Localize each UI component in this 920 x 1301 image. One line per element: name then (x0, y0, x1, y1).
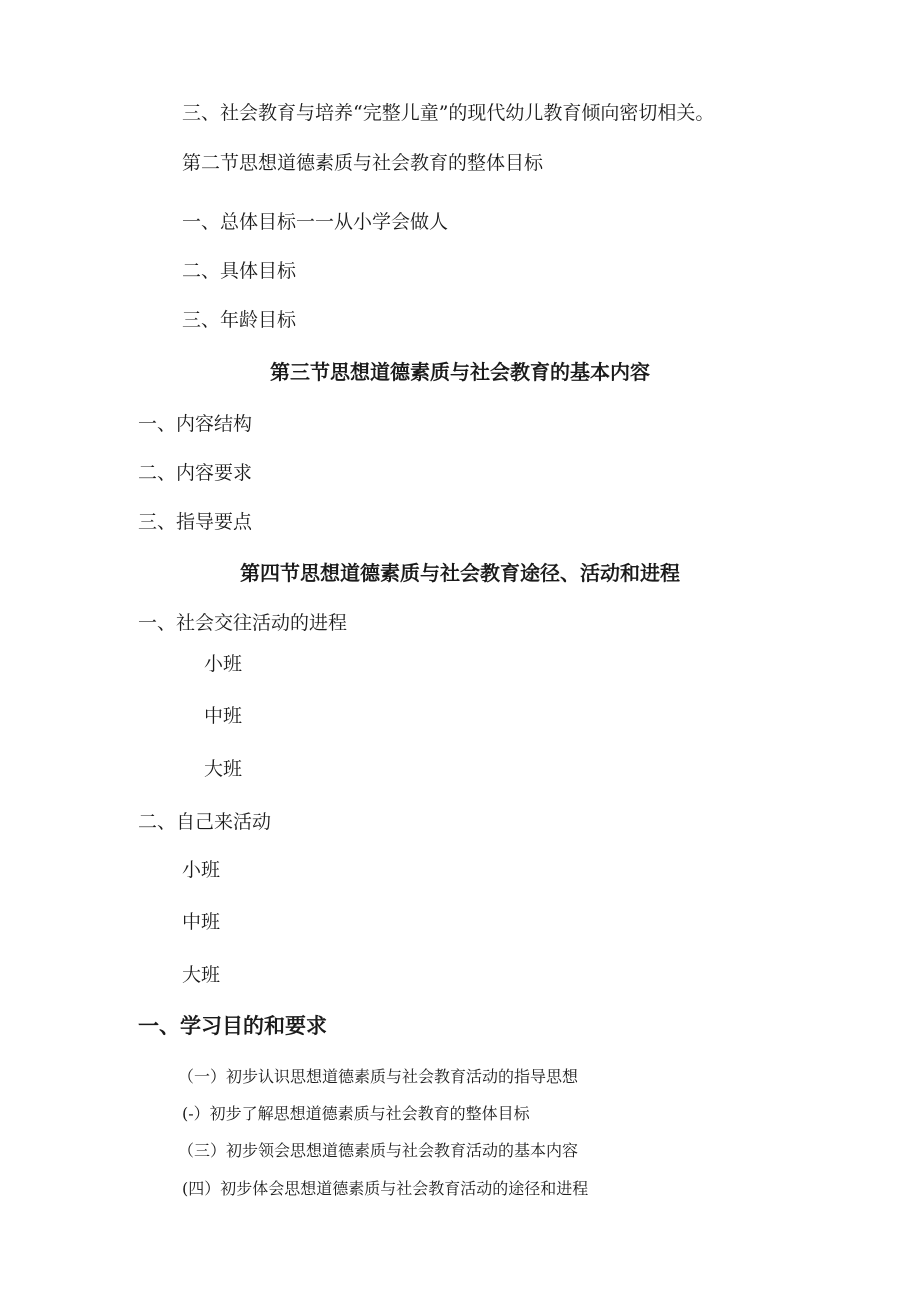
learning-goals-heading: 一、学习目的和要求 (138, 1014, 327, 1038)
section-2-title: 第二节思想道德素质与社会教育的整体目标 (182, 152, 544, 174)
sub-item-big-class: 大班 (204, 758, 243, 780)
goal-item-3: （三）初步领会思想道德素质与社会教育活动的基本内容 (178, 1141, 579, 1160)
list-item-self-activity: 二、自己来活动 (138, 811, 272, 833)
list-item-social-activity: 一、社会交往活动的进程 (138, 612, 348, 634)
sub-item-big-class-2: 大班 (182, 964, 221, 986)
list-item-age-goal: 三、年龄目标 (182, 309, 297, 331)
list-item-content-requirements: 二、内容要求 (138, 462, 253, 484)
sub-item-middle-class-2: 中班 (182, 911, 221, 933)
goal-item-4: (四）初步体会思想道德素质与社会教育活动的途径和进程 (182, 1179, 589, 1198)
section-4-heading: 第四节思想道德素质与社会教育途径、活动和进程 (240, 561, 680, 585)
sub-item-small-class-2: 小班 (182, 859, 221, 881)
list-item-overall-goal: 一、总体目标一一从小学会做人 (182, 211, 449, 233)
list-item-specific-goal: 二、具体目标 (182, 260, 297, 282)
goal-item-2: (-）初步了解思想道德素质与社会教育的整体目标 (182, 1104, 530, 1123)
list-item-content-structure: 一、内容结构 (138, 413, 253, 435)
sub-item-middle-class: 中班 (204, 705, 243, 727)
list-item-guidance-points: 三、指导要点 (138, 511, 253, 533)
paragraph-section-3: 三、社会教育与培养“完整儿童”的现代幼儿教育倾向密切相关。 (182, 102, 715, 124)
sub-item-small-class: 小班 (204, 653, 243, 675)
section-3-heading: 第三节思想道德素质与社会教育的基本内容 (270, 360, 650, 384)
goal-item-1: （一）初步认识思想道德素质与社会教育活动的指导思想 (178, 1067, 579, 1086)
